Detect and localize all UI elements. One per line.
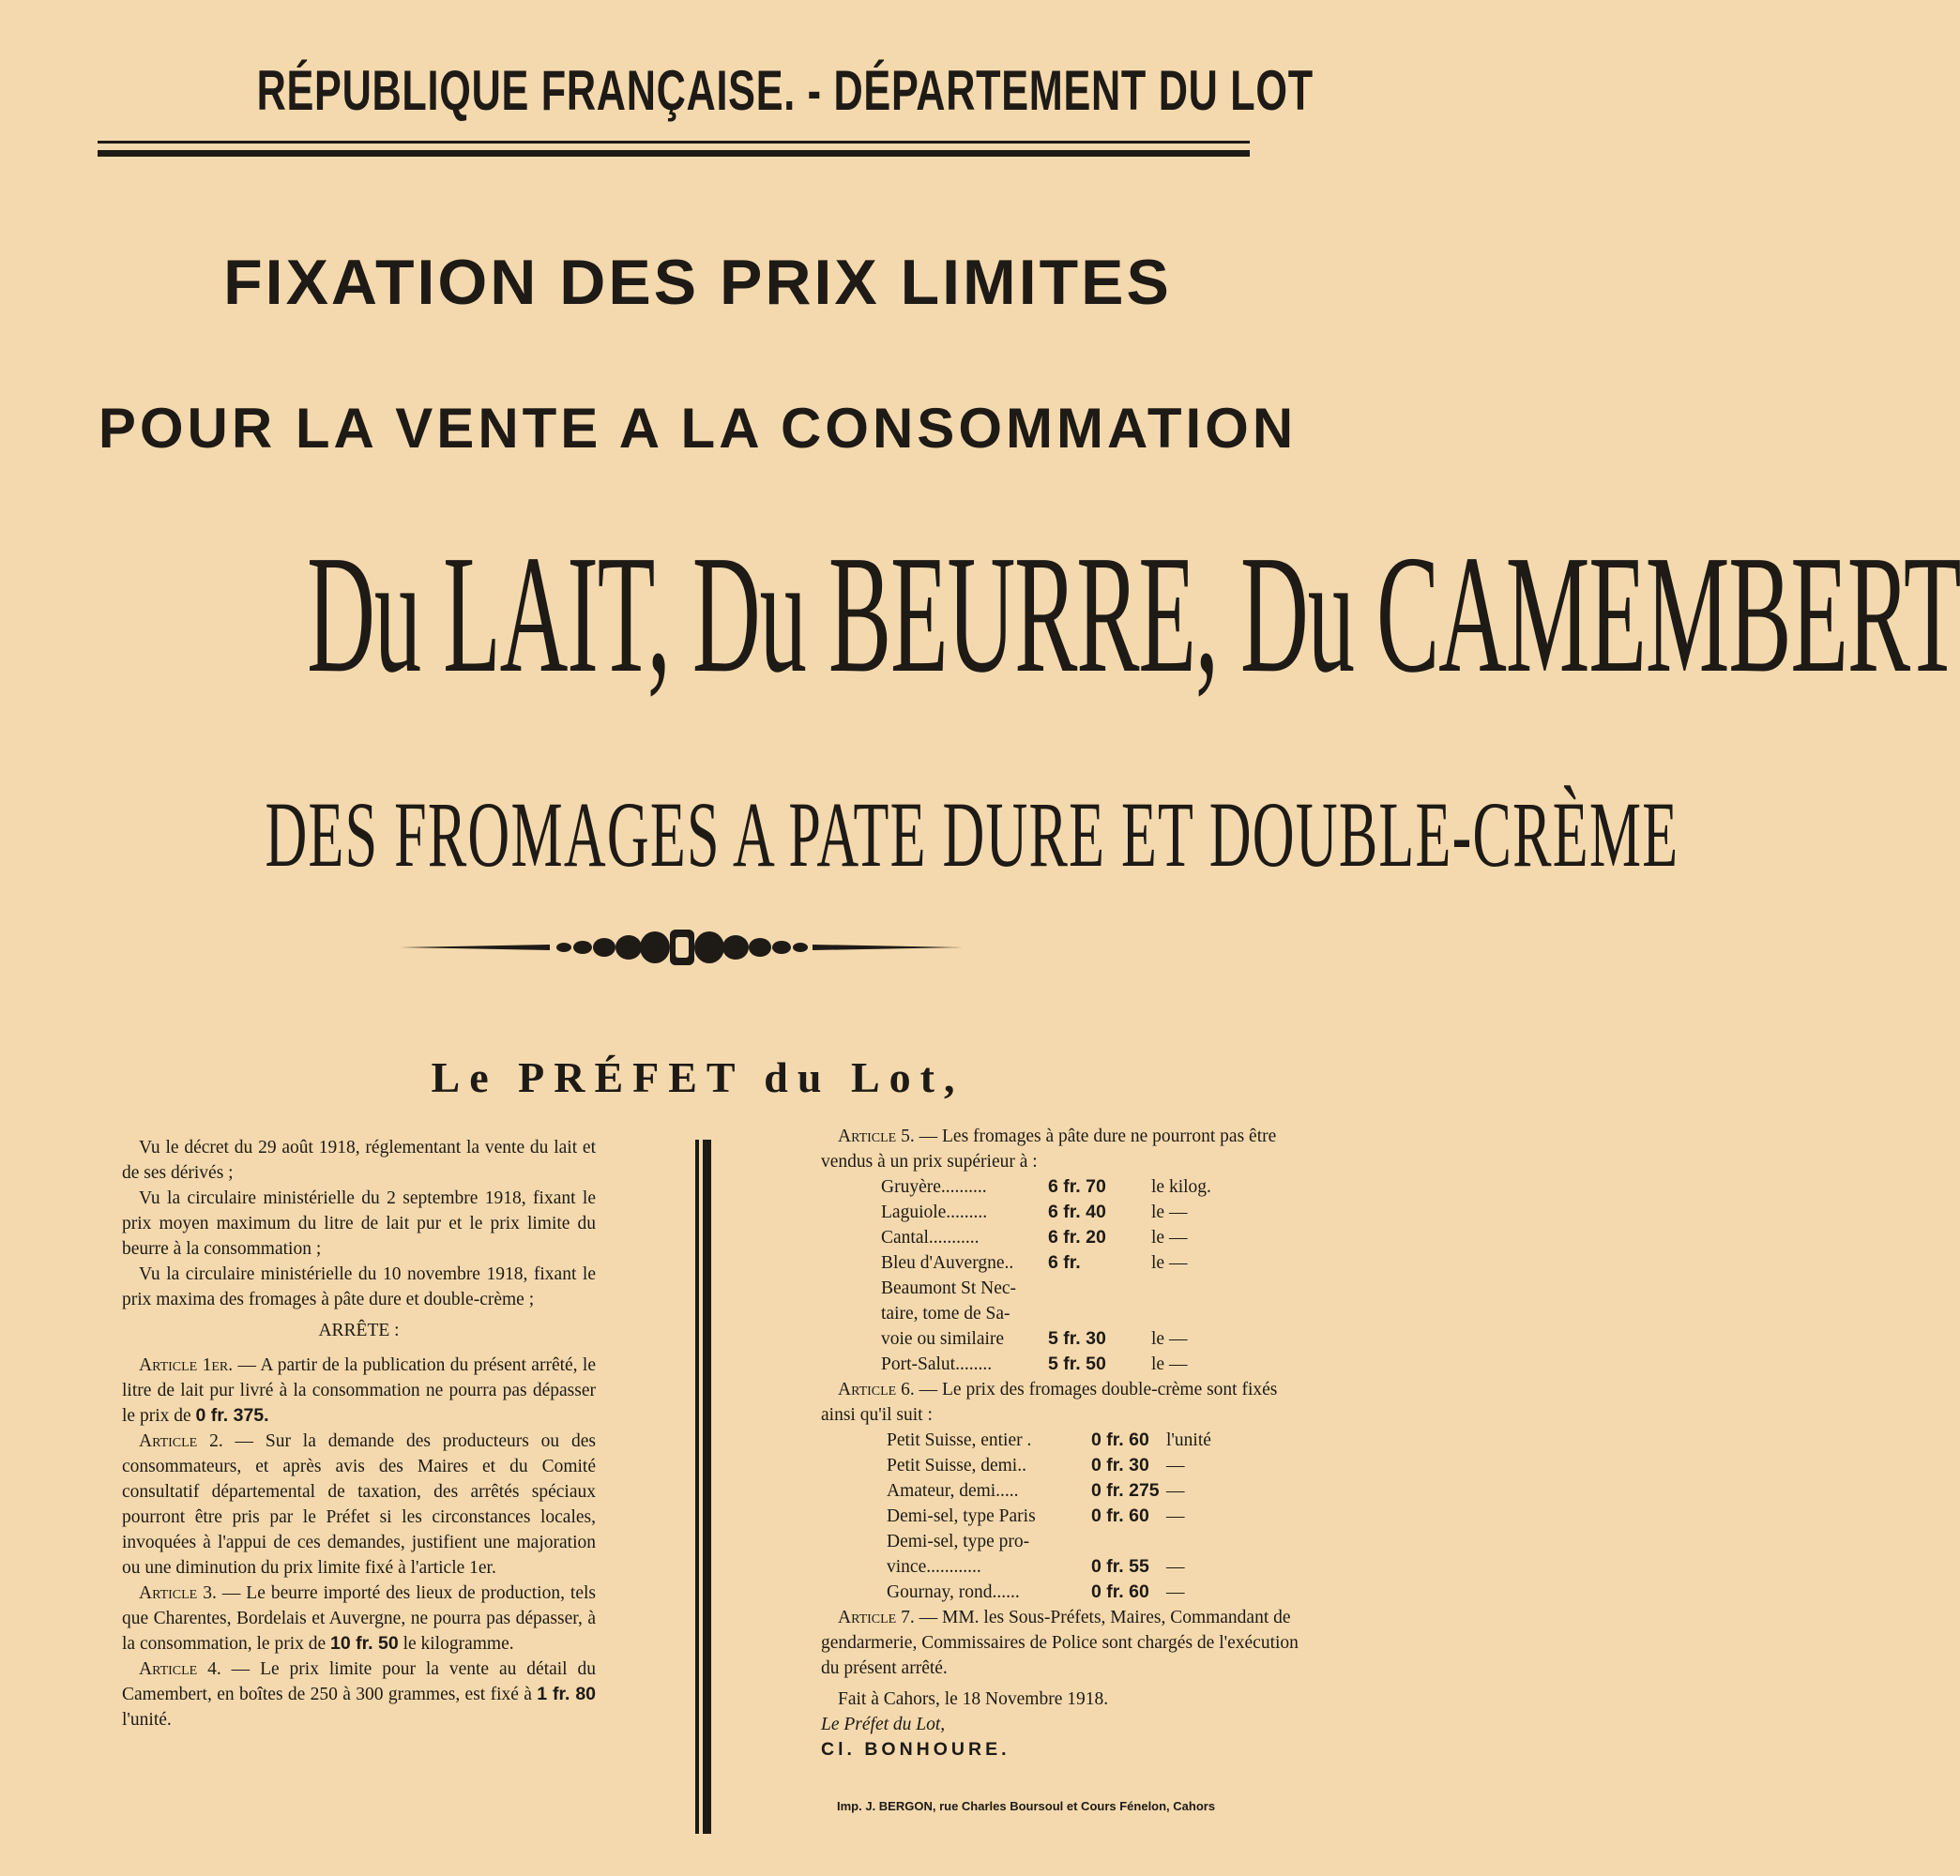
article-4-price: 1 fr. 80 (537, 1684, 597, 1704)
article-4-tail: l'unité. (122, 1710, 172, 1730)
left-column (122, 1135, 596, 1732)
article-1 (122, 1353, 596, 1429)
article-3 (122, 1581, 596, 1657)
article-7 (821, 1605, 1309, 1681)
price-row: vince............ 0 fr. 55 — (887, 1556, 1185, 1577)
header-title: RÉPUBLIQUE FRANÇAISE. - DÉPARTEMENT DU LOT (256, 59, 1314, 122)
price-row: voie ou similaire 5 fr. 30 le — (881, 1328, 1188, 1349)
title-line-3: Du LAIT, Du BEURRE, Du CAMEMBERT (307, 521, 1960, 707)
title-line-1: FIXATION DES PRIX LIMITES (223, 247, 1172, 318)
article-1-label: Article 1er. (139, 1355, 234, 1375)
article-5-text: — Les fromages à pâte dure ne pourront pas être vendus à un prix supérieur à : (821, 1127, 1277, 1172)
article-5-label: Article 5. (838, 1127, 915, 1146)
article-1-price: 0 fr. 375. (195, 1405, 269, 1426)
signature-title: Le Préfet du Lot, (821, 1715, 946, 1734)
hard-cheese-price-list (881, 1174, 1309, 1377)
article-4-text: — Le prix limite pour la vente au détail du Camembert, en boîtes de 250 à 300 grammes, est fixé à (122, 1659, 596, 1704)
price-row: taire, tome de Sa- (881, 1304, 1010, 1324)
article-4 (122, 1657, 596, 1732)
price-row: Petit Suisse, entier . 0 fr. 60 l'unité (887, 1430, 1211, 1450)
article-3-tail: le kilogramme. (403, 1634, 514, 1654)
article-6 (821, 1377, 1309, 1428)
vu-circular-september: Vu la circulaire ministérielle du 2 septembre 1918, fixant le prix moyen maximum du litre de lait pur et le prix limite du beurre à la consommation ; (122, 1188, 596, 1259)
article-2 (122, 1429, 596, 1581)
double-creme-price-list (887, 1428, 1309, 1605)
price-row: Demi-sel, type pro- (887, 1532, 1030, 1551)
ornament-divider (400, 924, 963, 971)
printer-imprint: Imp. J. BERGON, rue Charles Boursoul et Cours Fénelon, Cahors (837, 1799, 1216, 1813)
article-2-label: Article 2. (139, 1431, 223, 1451)
article-5 (821, 1124, 1309, 1174)
signature-name: Cl. BONHOURE. (821, 1739, 1010, 1760)
vu-circular-november: Vu la circulaire ministérielle du 10 novembre 1918, fixant le prix maxima des fromages à pâte dure et double-crème ; (122, 1264, 596, 1309)
price-row: Amateur, demi..... 0 fr. 275 — (887, 1480, 1185, 1501)
prefet-heading: Le PRÉFET du Lot, (431, 1053, 965, 1101)
done-at: Fait à Cahors, le 18 Novembre 1918. (838, 1689, 1109, 1709)
price-row: Gournay, rond...... 0 fr. 60 — (887, 1581, 1185, 1602)
price-row: Bleu d'Auvergne.. 6 fr. le — (881, 1252, 1188, 1273)
column-divider (695, 1140, 716, 1834)
header-rule-thick (98, 150, 1250, 157)
price-row: Port-Salut........ 5 fr. 50 le — (881, 1354, 1188, 1374)
price-row: Demi-sel, type Paris 0 fr. 60 — (887, 1505, 1185, 1526)
vu-decree: Vu le décret du 29 août 1918, réglementant la vente du lait et de ses dérivés ; (122, 1138, 596, 1183)
article-6-label: Article 6. (838, 1380, 915, 1399)
article-6-text: — Le prix des fromages double-crème sont fixés ainsi qu'il suit : (821, 1380, 1278, 1425)
price-row: Beaumont St Nec- (881, 1278, 1017, 1298)
article-7-text: — MM. les Sous-Préfets, Maires, Commandant de gendarmerie, Commissaires de Police sont chargés de l'exécution du présent arrêté. (821, 1608, 1299, 1678)
price-row: Laguiole......... 6 fr. 40 le — (881, 1202, 1188, 1222)
article-3-text: — Le beurre importé des lieux de production, tels que Charentes, Bordelais et Auvergne, ne pourra pas dépasser, à la consommation, le prix de (122, 1583, 596, 1654)
title-line-4: DES FROMAGES A PATE DURE ET DOUBLE-CRÈME (265, 782, 1679, 886)
price-row: Gruyère.......... 6 fr. 70 le kilog. (881, 1176, 1211, 1197)
header-rule-thin (98, 141, 1250, 144)
article-4-label: Article 4. (139, 1659, 221, 1679)
article-3-label: Article 3. (139, 1583, 217, 1603)
arrete-heading: ARRÊTE : (318, 1321, 400, 1340)
title-line-2: POUR LA VENTE A LA CONSOMMATION (98, 397, 1298, 460)
article-1-text: — A partir de la publication du présent arrêté, le litre de lait pur livré à la consommation ne pourra pas dépasser le prix de (122, 1355, 597, 1426)
article-7-label: Article 7. (838, 1608, 915, 1627)
price-row: Cantal........... 6 fr. 20 le — (881, 1227, 1188, 1248)
article-3-price: 10 fr. 50 (330, 1633, 399, 1654)
price-row: Petit Suisse, demi.. 0 fr. 30 — (887, 1455, 1185, 1475)
right-column (821, 1124, 1309, 1763)
article-2-text: — Sur la demande des producteurs ou des consommateurs, et après avis des Maires et du Comité consultatif départemental de taxation, des arrêtés spéciaux pourront être pris par le Préfet si les circonstances locales, invoquées à l'appui de ces demandes, justifient une majoration ou une diminution du prix limite fixé à l'article 1er. (122, 1431, 596, 1578)
